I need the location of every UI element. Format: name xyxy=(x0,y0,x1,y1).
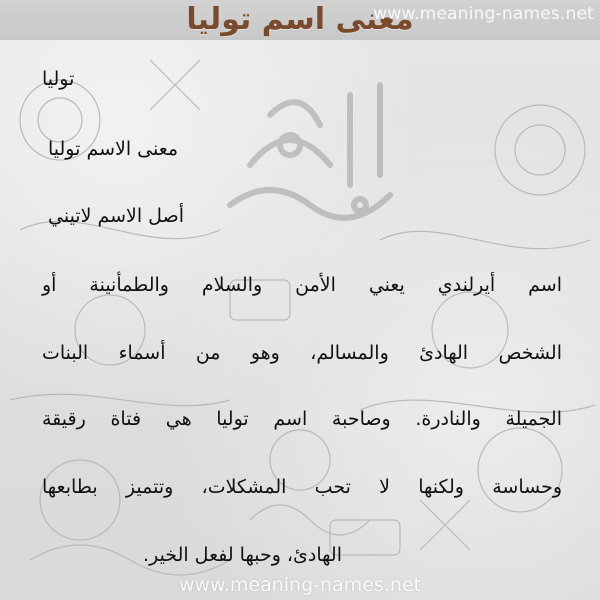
header-bar xyxy=(0,0,600,40)
name-text: توليا xyxy=(42,68,75,90)
paragraph-line-5: الهادئ، وحبها لفعل الخير. xyxy=(143,544,342,566)
site-watermark-top: www.meaning-names.net xyxy=(373,4,594,24)
paragraph-line-4: وحساسة ولكنها لا تحب المشكلات، وتتميز بطابعها xyxy=(42,476,562,498)
paragraph-line-3: الجميلة والنادرة. وصاحبة اسم توليا هي فتاة رقيقة xyxy=(42,408,562,430)
site-watermark-bottom: www.meaning-names.net xyxy=(178,574,422,596)
paragraph-line-2: الشخص الهادئ والمسالم، وهو من أسماء البنات xyxy=(42,342,562,364)
watermark-calligraphy-art xyxy=(210,55,430,235)
paragraph-line-1: اسم أيرلندي يعني الأمن والسلام والطمأنينة أو xyxy=(42,274,562,296)
meaning-heading: معنى الاسم توليا xyxy=(48,138,179,160)
page-title: معنى اسم توليا xyxy=(186,2,414,37)
origin-text: أصل الاسم لاتيني xyxy=(48,205,184,227)
